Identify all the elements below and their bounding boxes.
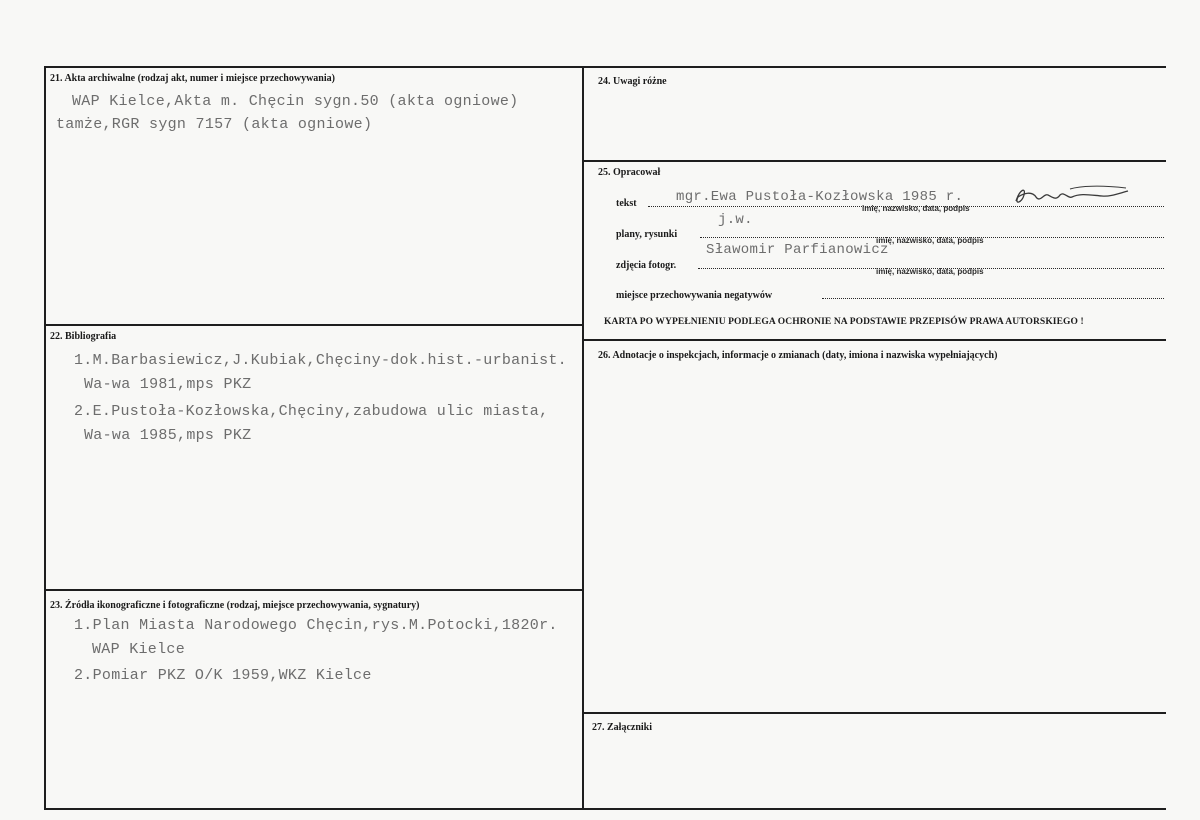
section-23-label: 23. Źródła ikonograficzne i fotograficzne (rodzaj, miejsce przechowywania, sygnatury) [50, 600, 420, 611]
section-23-line-3: 2.Pomiar PKZ O/K 1959,WKZ Kielce [74, 667, 372, 684]
plany-hint: imię, nazwisko, data, podpis [876, 236, 984, 245]
plany-value: j.w. [718, 212, 753, 228]
zdjecia-hint: imię, nazwisko, data, podpis [876, 267, 984, 276]
section-26-label: 26. Adnotacje o inspekcjach, informacje o zmianach (daty, imiona i nazwiska wypełniających) [598, 350, 998, 361]
section-27-label: 27. Załączniki [592, 722, 653, 733]
tekst-hint: imię, nazwisko, data, podpis [862, 204, 970, 213]
section-25-label: 25. Opracował [598, 167, 661, 178]
negatywy-dotted-line [822, 298, 1164, 299]
tekst-value: mgr.Ewa Pustoła-Kozłowska 1985 r. [676, 189, 964, 205]
zdjecia-value: Sławomir Parfianowicz [706, 242, 889, 258]
section-23-line-1: 1.Plan Miasta Narodowego Chęcin,rys.M.Potocki,1820r. [74, 617, 558, 634]
rule-26 [582, 339, 1166, 341]
rule-25 [582, 160, 1166, 162]
section-22-line-1: 1.M.Barbasiewicz,J.Kubiak,Chęciny-dok.hist.-urbanist. [74, 352, 567, 369]
tekst-label: tekst [616, 198, 637, 209]
section-22-line-2: Wa-wa 1981,mps PKZ [84, 376, 252, 393]
section-22-line-4: Wa-wa 1985,mps PKZ [84, 427, 252, 444]
rule-22 [44, 324, 584, 326]
left-rule [44, 66, 46, 810]
handwritten-signature [1010, 183, 1130, 209]
center-divider [582, 66, 584, 810]
top-rule [44, 66, 1166, 68]
rule-27 [582, 712, 1166, 714]
negatywy-label: miejsce przechowywania negatywów [616, 290, 773, 301]
plany-label: plany, rysunki [616, 229, 678, 240]
rule-23 [44, 589, 584, 591]
bottom-rule [44, 808, 1166, 810]
section-21-label: 21. Akta archiwalne (rodzaj akt, numer i miejsce przechowywania) [50, 73, 335, 84]
section-21-line-2: tamże,RGR sygn 7157 (akta ogniowe) [56, 116, 373, 133]
copyright-notice: KARTA PO WYPEŁNIENIU PODLEGA OCHRONIE NA PODSTAWIE PRZEPISÓW PRAWA AUTORSKIEGO ! [604, 317, 1084, 327]
zdjecia-label: zdjęcia fotogr. [616, 260, 677, 271]
section-22-line-3: 2.E.Pustoła-Kozłowska,Chęciny,zabudowa ulic miasta, [74, 403, 549, 420]
section-24-label: 24. Uwagi różne [598, 76, 667, 87]
section-22-label: 22. Bibliografia [50, 331, 117, 342]
section-23-line-2: WAP Kielce [92, 641, 186, 658]
section-21-line-1: WAP Kielce,Akta m. Chęcin sygn.50 (akta ogniowe) [72, 93, 519, 110]
